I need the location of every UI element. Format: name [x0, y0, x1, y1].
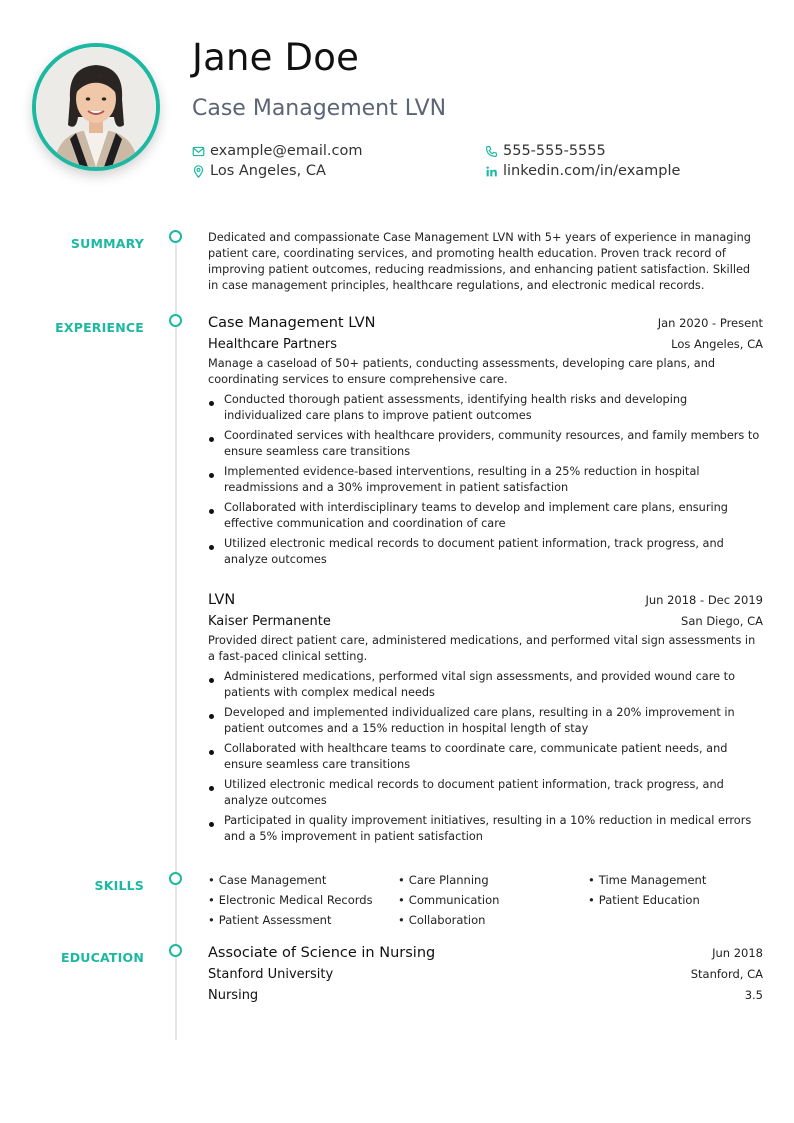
contact-linkedin[interactable]: [485, 163, 680, 179]
job-entry: [208, 315, 763, 568]
contact-email[interactable]: [192, 143, 362, 159]
linkedin-icon: [485, 165, 498, 178]
education-heading: EDUCATION: [60, 950, 144, 965]
skill-item: • Collaboration: [398, 912, 588, 928]
job-bullet: Collaborated with interdisciplinary teams to develop and implement care plans, ensuring effective communication and coordination of care: [208, 500, 763, 532]
job-bullet: Coordinated services with healthcare providers, community resources, and family members to ensure seamless care transitions: [208, 428, 763, 460]
education-date: Jun 2018: [712, 946, 763, 960]
job-bullet: Administered medications, performed vital sign assessments, and provided wound care to patients with complex medical needs: [208, 669, 763, 701]
summary-text: Dedicated and compassionate Case Management LVN with 5+ years of experience in managing patient care, coordinating services, and promoting health education. Proven track record of improving patient outcomes, reducing readmissions, and enhancing patient satisfaction. Skilled in case management principles, healthcare regulations, and electronic medical records.: [208, 231, 751, 292]
skills-heading: SKILLS: [94, 878, 144, 893]
education-field-row: [208, 988, 763, 1003]
job-location: Los Angeles, CA: [671, 337, 763, 351]
job-bullet: Utilized electronic medical records to document patient information, track progress, and analyze outcomes: [208, 536, 763, 568]
job-bullets: [208, 392, 763, 568]
skill-item: • Time Management: [588, 872, 763, 888]
summary-heading: SUMMARY: [70, 236, 144, 251]
skill-item: • Patient Assessment: [208, 912, 398, 928]
contact-phone-text: 555-555-5555: [503, 143, 606, 159]
contact-email-text: example@email.com: [210, 143, 363, 159]
job-title: LVN: [208, 592, 236, 608]
summary-section: [208, 230, 763, 294]
job-bullet: Implemented evidence-based interventions, resulting in a 25% reduction in hospital readmissions and a 30% improvement in patient satisfaction: [208, 464, 763, 496]
skills-list: [208, 872, 763, 928]
job-location: San Diego, CA: [681, 614, 763, 628]
profile-photo: [32, 43, 160, 171]
job-date: Jan 2020 - Present: [657, 316, 763, 330]
job-bullet: Utilized electronic medical records to document patient information, track progress, and analyze outcomes: [208, 777, 763, 809]
job-date: Jun 2018 - Dec 2019: [645, 593, 763, 607]
job-description: Manage a caseload of 50+ patients, conducting assessments, developing care plans, and coordinating services to ensure comprehensive care.: [208, 357, 716, 386]
skill-item: • Case Management: [208, 872, 398, 888]
job-company-row: [208, 614, 763, 629]
contact-location-text: Los Angeles, CA: [210, 163, 326, 179]
job-header: [208, 315, 763, 331]
contact-phone[interactable]: [485, 143, 606, 159]
experience-heading: EXPERIENCE: [55, 320, 144, 335]
job-company: Healthcare Partners: [208, 337, 338, 352]
resume-header: [0, 0, 794, 200]
job-bullet: Developed and implemented individualized care plans, resulting in a 20% improvement in patient outcomes and a 15% reduction in hospital length of stay: [208, 705, 763, 737]
education-school-row: [208, 967, 763, 982]
education-header: [208, 945, 763, 961]
experience-timeline-dot: [169, 314, 182, 327]
envelope-icon: [192, 145, 205, 158]
skill-item: • Electronic Medical Records: [208, 892, 398, 908]
job-entry: [208, 592, 763, 845]
education-timeline-dot: [169, 944, 182, 957]
job-company: Kaiser Permanente: [208, 614, 331, 629]
job-bullets: [208, 669, 763, 845]
education-gpa: 3.5: [744, 988, 763, 1002]
candidate-title: Case Management LVN: [192, 96, 447, 121]
phone-icon: [485, 145, 498, 158]
job-bullet: Conducted thorough patient assessments, identifying health risks and developing individualized care plans to improve patient outcomes: [208, 392, 763, 424]
job-bullet: Participated in quality improvement initiatives, resulting in a 10% reduction in medical errors and a 5% improvement in patient satisfaction: [208, 813, 763, 845]
contact-location: [192, 163, 326, 179]
contact-linkedin-text: linkedin.com/in/example: [503, 163, 681, 179]
education-entry: [208, 945, 763, 1003]
candidate-name: Jane Doe: [192, 36, 360, 79]
education-location: Stanford, CA: [690, 967, 763, 981]
education-school: Stanford University: [208, 967, 334, 982]
skill-item: • Communication: [398, 892, 588, 908]
section-timeline: [175, 236, 177, 1040]
education-degree: Associate of Science in Nursing: [208, 945, 436, 961]
summary-timeline-dot: [169, 230, 182, 243]
job-company-row: [208, 337, 763, 352]
map-pin-icon: [192, 165, 205, 178]
job-description: Provided direct patient care, administered medications, and performed vital sign assessments in a fast-paced clinical setting.: [208, 634, 756, 663]
skills-timeline-dot: [169, 872, 182, 885]
skill-item: • Patient Education: [588, 892, 763, 908]
job-bullet: Collaborated with healthcare teams to coordinate care, communicate patient needs, and ensure seamless care transitions: [208, 741, 763, 773]
education-field: Nursing: [208, 988, 259, 1003]
profile-photo-illustration: [36, 47, 156, 167]
skill-item: • Care Planning: [398, 872, 588, 888]
job-title: Case Management LVN: [208, 315, 376, 331]
job-header: [208, 592, 763, 608]
